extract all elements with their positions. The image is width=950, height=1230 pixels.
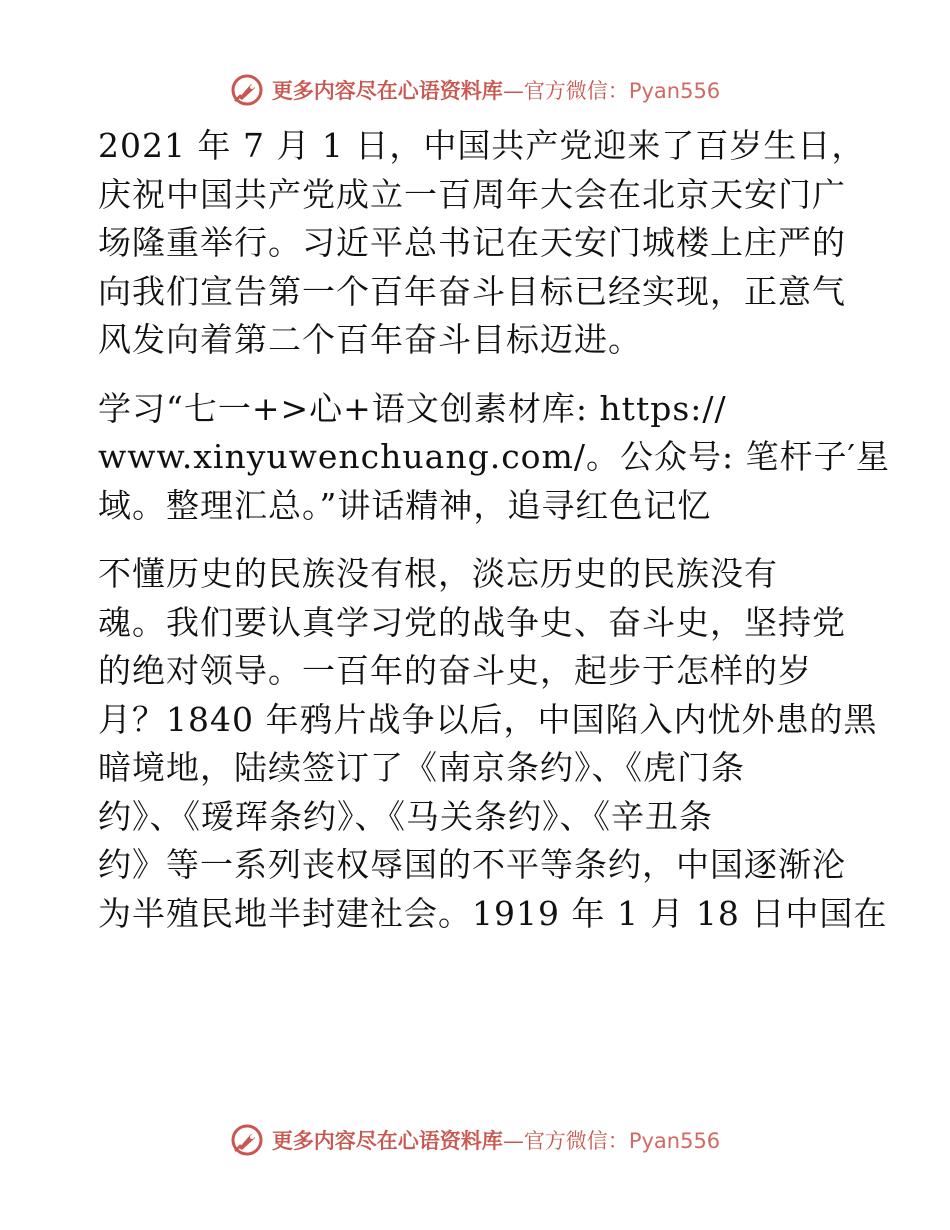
watermark-dash: — bbox=[502, 79, 524, 103]
paragraph-line: 约》等一系列丧权辱国的不平等条约，中国逐渐沦 bbox=[98, 845, 846, 884]
paragraph-line: 庆祝中国共产党成立一百周年大会在北京天安门广 bbox=[98, 174, 846, 214]
paragraph-line: 约》、《瑷珲条约》、《马关条约》、《辛丑条 bbox=[98, 796, 713, 836]
paragraph-line: 不懂历史的民族没有根，淡忘历史的民族没有 bbox=[98, 554, 778, 593]
paragraph-1 bbox=[98, 122, 866, 365]
paragraph-line: 魂。我们要认真学习党的战争史、奋斗史，坚持党 bbox=[98, 602, 846, 642]
paragraph-line: 学习“七一+>心+语文创素材库: https:// bbox=[98, 388, 727, 428]
pen-nib-logo-icon bbox=[230, 73, 264, 107]
watermark-site-text: 更多内容尽在心语资料库 bbox=[271, 1129, 503, 1153]
watermark-dash: — bbox=[502, 1129, 524, 1153]
pen-nib-logo-icon bbox=[230, 1123, 264, 1157]
paragraph-line: 向我们宣告第一个百年奋斗目标已经实现，正意气 bbox=[98, 271, 846, 311]
paragraph-3 bbox=[98, 550, 888, 938]
watermark-banner-bottom bbox=[0, 1120, 950, 1160]
watermark-wechat-id: Pyan556 bbox=[628, 79, 721, 103]
paragraph-2 bbox=[98, 385, 891, 531]
paragraph-line: 月？1840 年鸦片战争以后，中国陷入内忧外患的黑 bbox=[98, 699, 878, 739]
paragraph-line: 暗境地，陆续签订了《南京条约》、《虎门条 bbox=[98, 748, 745, 787]
paragraph-line: 域。整理汇总。”讲话精神，追寻红色记忆 bbox=[98, 485, 712, 525]
watermark-text bbox=[272, 1125, 720, 1155]
paragraph-line: 风发向着第二个百年奋斗目标迈进。 bbox=[98, 320, 642, 359]
watermark-text bbox=[272, 75, 720, 105]
watermark-wechat-label: 官方微信： bbox=[523, 79, 629, 103]
watermark-wechat-id: Pyan556 bbox=[628, 1129, 721, 1153]
paragraph-line: www.xinyuwenchuang.com/。公众号: 笔杆子′星 bbox=[98, 437, 891, 476]
watermark-wechat-label: 官方微信： bbox=[523, 1129, 629, 1153]
paragraph-line: 场隆重举行。习近平总书记在天安门城楼上庄严的 bbox=[98, 223, 846, 262]
watermark-banner-top bbox=[0, 70, 950, 110]
paragraph-line: 为半殖民地半封建社会。1919 年 1 月 18 日中国在 bbox=[98, 893, 888, 933]
document-body bbox=[98, 122, 891, 962]
paragraph-line: 2021 年 7 月 1 日，中国共产党迎来了百岁生日， bbox=[98, 126, 866, 165]
watermark-site-text: 更多内容尽在心语资料库 bbox=[271, 79, 503, 103]
paragraph-line: 的绝对领导。一百年的奋斗史，起步于怎样的岁 bbox=[98, 651, 812, 690]
